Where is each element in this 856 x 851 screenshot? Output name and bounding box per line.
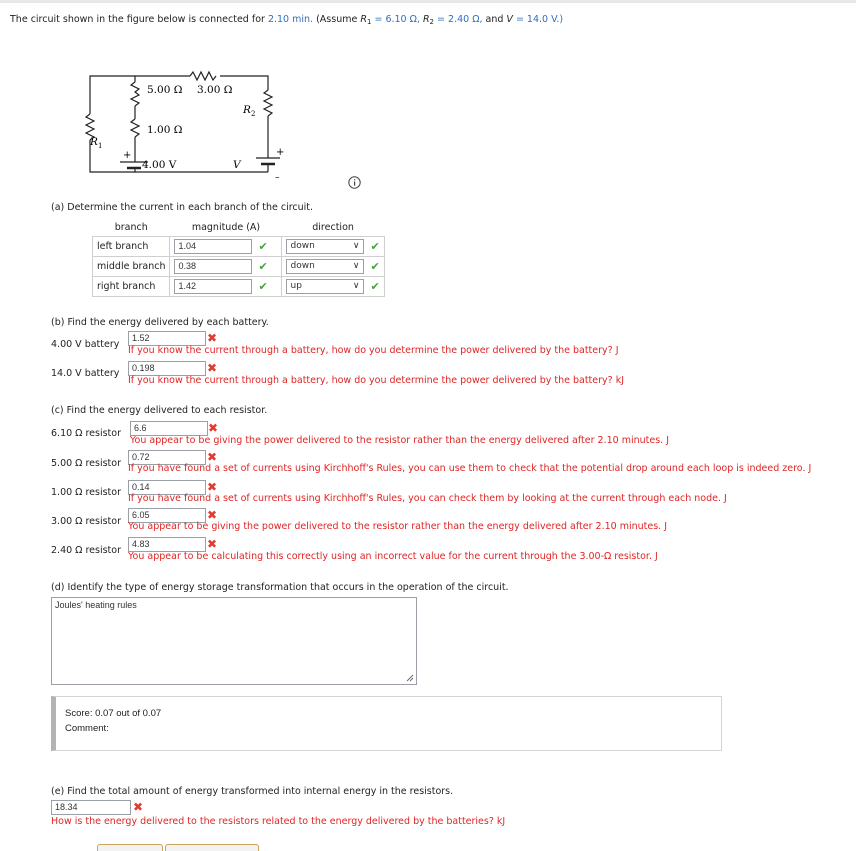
- header-branch: branch: [114, 221, 148, 233]
- direction-value: up: [290, 281, 302, 291]
- part-d-prompt: (d) Identify the type of energy storage transformation that occurs in the operation of the circuit.: [51, 582, 509, 593]
- textarea-value: Joules' heating rules: [55, 600, 137, 610]
- r2-subscript: 2: [429, 18, 435, 26]
- r1-symbol: R: [360, 14, 367, 25]
- correct-check-icon: ✔: [258, 240, 268, 253]
- resistor-label: 1.00 Ω resistor: [51, 487, 121, 498]
- incorrect-x-icon: ✖: [207, 331, 218, 345]
- label-r1-sub: 1: [98, 142, 103, 150]
- battery4-energy-input[interactable]: 1.52: [128, 331, 206, 346]
- resistor-hint: If you have found a set of currents using Kirchhoff's Rules, you can check them by looking at the current through each node. J: [128, 493, 727, 504]
- resistor-2-40-input[interactable]: 4.83: [128, 537, 206, 552]
- battery4-hint: If you know the current through a battery, how do you determine the power delivered by the battery? J: [128, 345, 619, 356]
- comment-label: Comment:: [65, 723, 109, 734]
- resistor-label: 6.10 Ω resistor: [51, 428, 121, 439]
- time-value: 2.10 min.: [267, 14, 314, 25]
- problem-intro: The circuit shown in the figure below is connected for: [10, 14, 265, 25]
- assume-text: (Assume: [316, 14, 358, 25]
- label-4-volt: 4.00 V: [142, 159, 177, 171]
- incorrect-x-icon: ✖: [208, 421, 219, 435]
- r2-symbol: R: [422, 14, 430, 25]
- resistor-label: 2.40 Ω resistor: [51, 545, 121, 556]
- direction-value: down: [290, 241, 315, 251]
- magnitude-input-left[interactable]: 1.04: [174, 239, 252, 254]
- chevron-down-icon: ∨: [352, 241, 360, 251]
- info-icon[interactable]: [348, 176, 361, 189]
- resize-handle-icon[interactable]: [406, 674, 414, 682]
- bottom-button-1[interactable]: [97, 844, 163, 851]
- total-energy-hint: How is the energy delivered to the resistors related to the energy delivered by the batteries? kJ: [51, 816, 506, 827]
- label-r2: R: [243, 104, 251, 116]
- battery14-hint: If you know the current through a battery, how do you determine the power delivered by the battery? kJ: [128, 375, 625, 386]
- battery4-plus-sign: +: [123, 150, 132, 161]
- label-1-ohm: 1.00 Ω: [147, 124, 183, 136]
- correct-check-icon: ✔: [370, 280, 380, 293]
- incorrect-x-icon: ✖: [207, 361, 218, 375]
- score-value: 0.07 out of 0.07: [95, 708, 162, 719]
- resistor-hint: If you have found a set of currents using Kirchhoff's Rules, you can use them to check that the potential drop around each loop is indeed zero. J: [128, 463, 812, 474]
- branch-name: right branch: [93, 277, 170, 297]
- r1-subscript: 1: [366, 18, 372, 26]
- r2-value: = 2.40 Ω,: [437, 14, 483, 25]
- header-magnitude: magnitude (A): [191, 221, 261, 233]
- branch-table: [92, 218, 385, 297]
- part-e-prompt: (e) Find the total amount of energy transformed into internal energy in the resistors.: [51, 786, 454, 797]
- label-5-ohm: 5.00 Ω: [147, 84, 183, 96]
- magnitude-input-middle[interactable]: 0.38: [174, 259, 252, 274]
- v-symbol: V: [506, 14, 513, 25]
- part-a-prompt: (a) Determine the current in each branch of the circuit.: [51, 202, 314, 213]
- resistor-hint: You appear to be giving the power delivered to the resistor rather than the energy delivered after 2.10 minutes. J: [128, 521, 667, 532]
- battery14-energy-input[interactable]: 0.198: [128, 361, 206, 376]
- battery4-label: 4.00 V battery: [51, 339, 120, 350]
- label-r1: R: [90, 136, 98, 148]
- r5-resistor-zigzag: [131, 82, 139, 106]
- battery14-label: 14.0 V battery: [51, 368, 120, 379]
- chevron-down-icon: ∨: [352, 281, 360, 291]
- incorrect-x-icon: ✖: [133, 800, 144, 814]
- incorrect-x-icon: ✖: [207, 537, 218, 551]
- part-b-prompt: (b) Find the energy delivered by each battery.: [51, 317, 269, 328]
- direction-value: down: [290, 261, 315, 271]
- table-row: [93, 257, 385, 277]
- header-direction: direction: [312, 221, 354, 233]
- label-v: V: [233, 159, 241, 171]
- resistor-3-00-input[interactable]: 6.05: [128, 508, 206, 523]
- resistor-6-10-input[interactable]: 6.6: [130, 421, 208, 436]
- resistor-label: 5.00 Ω resistor: [51, 458, 121, 469]
- correct-check-icon: ✔: [370, 240, 380, 253]
- direction-select-middle[interactable]: [286, 259, 364, 274]
- correct-check-icon: ✔: [370, 260, 380, 273]
- energy-transformation-textarea[interactable]: [51, 597, 417, 685]
- circuit-diagram: [80, 62, 300, 187]
- and-text: and: [485, 14, 504, 25]
- r1ohm-resistor-zigzag: [131, 119, 139, 137]
- v-value: = 14.0 V.): [515, 14, 564, 25]
- score-line: [65, 708, 161, 719]
- branch-name: left branch: [93, 237, 170, 257]
- incorrect-x-icon: ✖: [207, 508, 218, 522]
- resistor-1-00-input[interactable]: 0.14: [128, 480, 206, 495]
- table-row: [93, 277, 385, 297]
- resistor-5-00-input[interactable]: 0.72: [128, 450, 206, 465]
- correct-check-icon: ✔: [258, 260, 268, 273]
- part-c-prompt: (c) Find the energy delivered to each resistor.: [51, 405, 268, 416]
- label-3-ohm: 3.00 Ω: [197, 84, 233, 96]
- correct-check-icon: ✔: [258, 280, 268, 293]
- top-border: [0, 0, 856, 3]
- incorrect-x-icon: ✖: [207, 450, 218, 464]
- batteryv-minus-sign: –: [275, 173, 280, 183]
- score-panel: [51, 696, 722, 751]
- r2-resistor-zigzag: [264, 90, 272, 116]
- resistor-hint: You appear to be calculating this correctly using an incorrect value for the current through the 3.00-Ω resistor. J: [128, 551, 658, 562]
- top-resistor-zigzag: [190, 72, 216, 80]
- branch-name: middle branch: [93, 257, 170, 277]
- direction-select-right[interactable]: [286, 279, 364, 294]
- incorrect-x-icon: ✖: [207, 480, 218, 494]
- bottom-button-2[interactable]: [165, 844, 259, 851]
- resistor-label: 3.00 Ω resistor: [51, 516, 121, 527]
- chevron-down-icon: ∨: [352, 261, 360, 271]
- score-label: Score:: [65, 708, 93, 719]
- table-row: [93, 237, 385, 257]
- direction-select-left[interactable]: [286, 239, 364, 254]
- batteryv-plus-sign: +: [276, 147, 285, 158]
- resistor-hint: You appear to be giving the power delivered to the resistor rather than the energy delivered after 2.10 minutes. J: [130, 435, 669, 446]
- total-energy-input[interactable]: 18.34: [51, 800, 131, 815]
- label-r2-sub: 2: [251, 110, 256, 118]
- magnitude-input-right[interactable]: 1.42: [174, 279, 252, 294]
- r1-value: = 6.10 Ω,: [374, 14, 420, 25]
- problem-statement: [10, 14, 563, 26]
